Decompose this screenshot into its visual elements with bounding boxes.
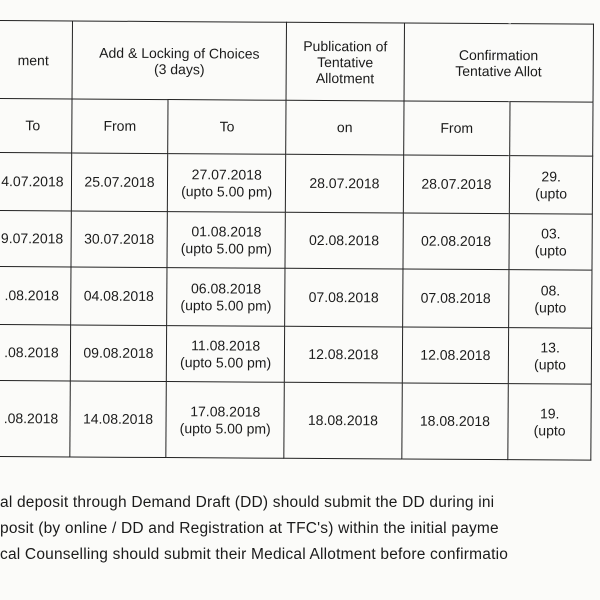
cell-pub-on: 18.08.2018: [284, 382, 402, 459]
cell-a-to: .08.2018: [0, 266, 71, 324]
subheader-conf-to: [510, 102, 593, 157]
note-line: posit (by online / DD and Registration at TFC's) within the initial payme: [0, 520, 499, 537]
cell-pub-on: 07.08.2018: [285, 268, 403, 327]
header-allotment-partial: [0, 21, 72, 99]
header-line: Tentative Allot: [455, 62, 542, 79]
cell-note: (upto: [533, 421, 566, 438]
cell-note: (upto 5.00 pm): [181, 182, 273, 200]
cell-conf-to: [508, 384, 591, 461]
cell-add-to: [167, 154, 286, 213]
cell-a-to: .08.2018: [0, 380, 70, 456]
schedule-table: [0, 20, 594, 461]
cell-note: (upto: [534, 298, 567, 316]
cell-add-from: 30.07.2018: [71, 211, 168, 268]
cell-date: 19.: [539, 404, 560, 421]
cell-add-to: [167, 212, 285, 269]
header-line: Allotment: [315, 69, 375, 86]
cell-note: (upto: [534, 241, 567, 259]
cell-conf-to: [509, 328, 592, 385]
table-row: [0, 324, 592, 384]
note-line: cal Counselling should submit their Medical Allotment before confirmatio: [0, 546, 509, 563]
cell-conf-to: [509, 270, 592, 329]
cell-conf-from: 18.08.2018: [401, 383, 508, 460]
cell-add-from: 14.08.2018: [70, 381, 167, 458]
cell-conf-to: [509, 214, 592, 271]
header-add-locking: [72, 21, 287, 100]
header-line: Publication of: [303, 37, 388, 54]
header-label: ment: [17, 51, 49, 68]
cell-add-to: [166, 326, 284, 383]
cell-add-from: 09.08.2018: [70, 325, 167, 382]
table-row: [0, 380, 591, 460]
header-line: Add & Locking of Choices: [99, 44, 260, 62]
cell-conf-from: 07.08.2018: [402, 269, 509, 328]
cell-a-to: 9.07.2018: [0, 210, 71, 266]
cell-a-to: .08.2018: [0, 324, 70, 380]
cell-note: (upto: [535, 184, 568, 202]
subheader-a-to: To: [0, 99, 72, 153]
cell-date: 17.08.2018: [190, 402, 261, 420]
subheader-pub-on: on: [286, 100, 404, 155]
cell-date: 13.: [540, 338, 560, 355]
cell-add-to: [166, 382, 285, 459]
cell-note: (upto 5.00 pm): [180, 353, 272, 371]
cell-pub-on: 12.08.2018: [285, 326, 403, 383]
cell-add-from: 25.07.2018: [71, 153, 168, 212]
table-row: [0, 153, 593, 215]
cell-conf-from: 12.08.2018: [402, 327, 509, 384]
note-line: al deposit through Demand Draft (DD) should submit the DD during ini: [0, 494, 495, 511]
subheader-row: [0, 99, 593, 157]
cell-a-to: 4.07.2018: [0, 153, 72, 211]
cell-date: 06.08.2018: [190, 279, 262, 297]
table-row: [0, 266, 592, 328]
cell-pub-on: 28.07.2018: [286, 154, 404, 213]
cell-conf-from: 28.07.2018: [403, 155, 510, 214]
header-line: Confirmation: [458, 46, 539, 63]
table-row: [0, 210, 592, 270]
cell-note: (upto 5.00 pm): [180, 296, 272, 314]
header-line: (3 days): [153, 60, 205, 77]
subheader-conf-from: From: [403, 101, 510, 156]
cell-conf-to: [510, 156, 593, 215]
cell-note: (upto 5.00 pm): [180, 239, 272, 257]
cell-note: (upto 5.00 pm): [179, 419, 271, 437]
header-line: Tentative: [317, 53, 374, 70]
cell-date: 08.: [540, 281, 561, 298]
cell-date: 27.07.2018: [191, 165, 262, 183]
cell-note: (upto: [534, 355, 567, 373]
cell-add-from: 04.08.2018: [70, 267, 167, 326]
header-confirmation: [404, 23, 594, 102]
header-publication: [286, 22, 404, 101]
cell-date: 03.: [541, 224, 561, 241]
subheader-add-to: To: [168, 100, 286, 155]
cell-date: 11.08.2018: [191, 336, 261, 354]
cell-pub-on: 02.08.2018: [285, 212, 403, 269]
cell-date: 29.: [541, 167, 561, 184]
cell-conf-from: 02.08.2018: [403, 213, 510, 270]
notes-block: [0, 490, 600, 568]
cell-add-to: [167, 268, 286, 327]
header-row: [0, 21, 593, 103]
cell-date: 01.08.2018: [191, 222, 262, 240]
subheader-add-from: From: [72, 99, 169, 154]
